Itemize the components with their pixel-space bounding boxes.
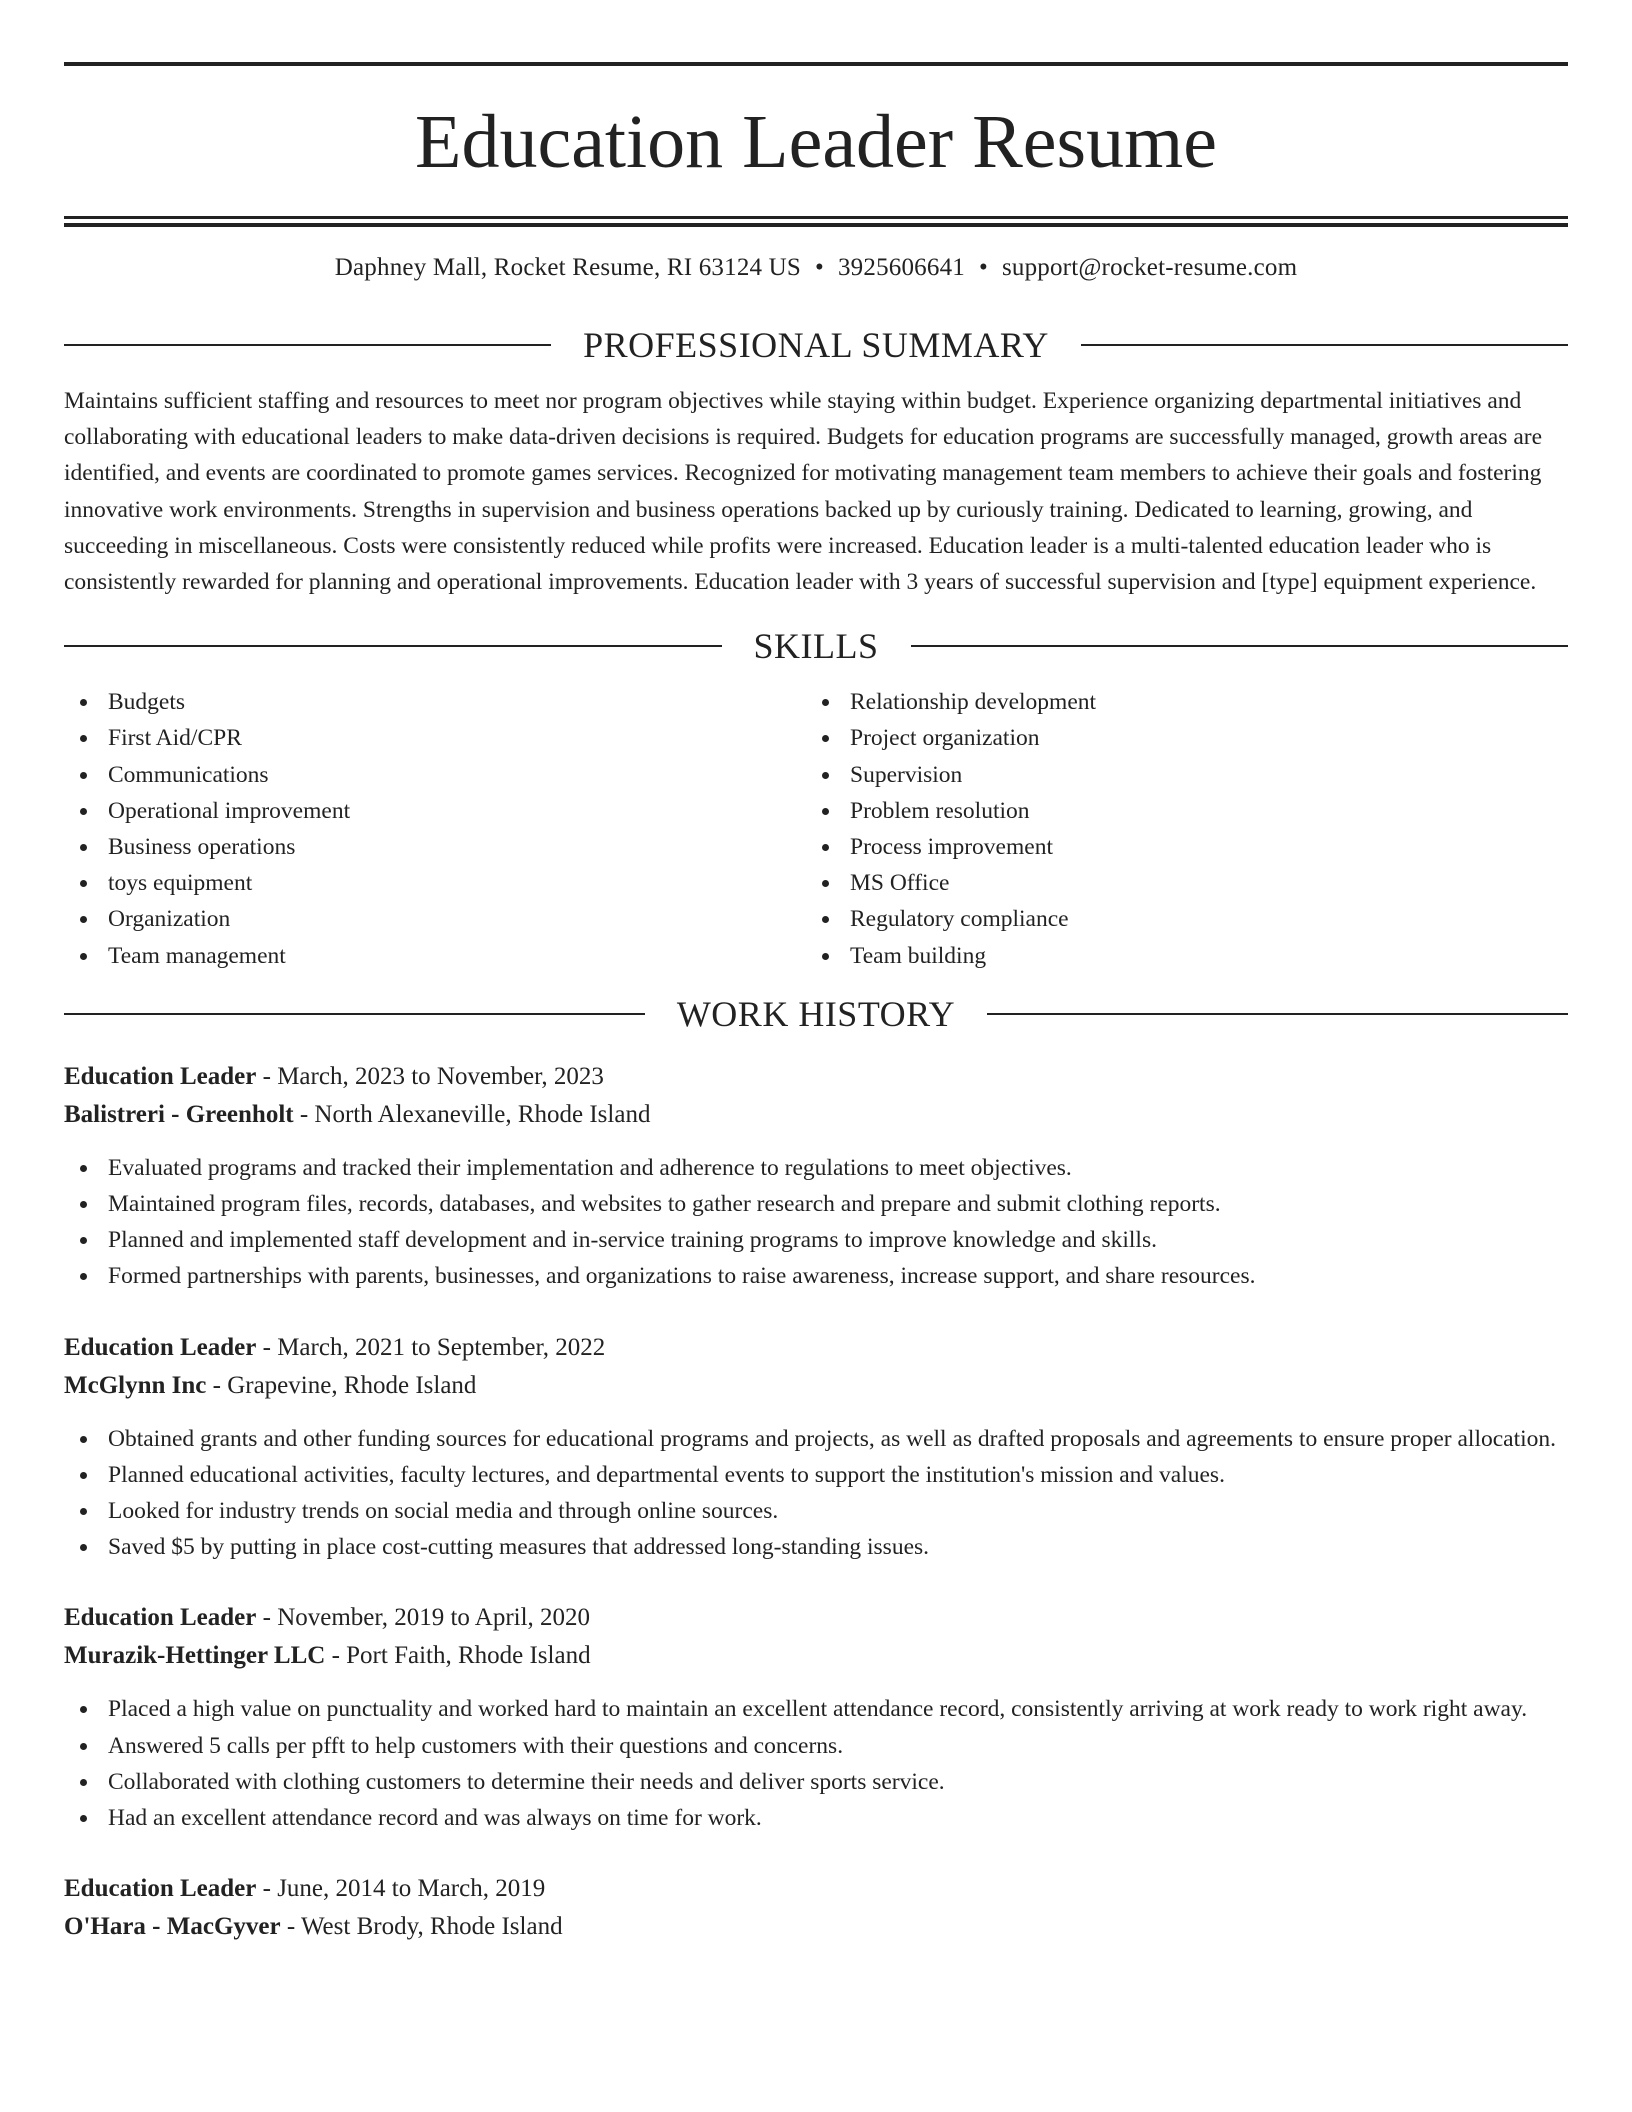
job-title: Education Leader [64, 1875, 257, 1903]
job-location: - Grapevine, Rhode Island [206, 1371, 477, 1399]
skill-item: Project organization [806, 720, 1548, 756]
section-title-work: WORK HISTORY [676, 993, 956, 1034]
divider-line [64, 645, 722, 647]
job-title-line [64, 1058, 1568, 1096]
skill-item: Problem resolution [806, 793, 1548, 829]
job-entry [64, 1329, 1568, 1566]
job-title: Education Leader [64, 1604, 257, 1632]
job-company-line [64, 1367, 1568, 1405]
section-title-summary: PROFESSIONAL SUMMARY [583, 325, 1049, 365]
resume-title: Education Leader Resume [415, 100, 1217, 184]
divider-line [1081, 344, 1568, 346]
job-dates: - June, 2014 to March, 2019 [256, 1875, 546, 1903]
job-bullet: Placed a high value on punctuality and worked hard to maintain an excellent attendance record, consistently arriving at work ready to work right away. [64, 1691, 1568, 1727]
job-bullet: Formed partnerships with parents, businesses, and organizations to raise awareness, increase support, and share resources. [64, 1258, 1568, 1294]
job-company-line [64, 1908, 1568, 1946]
job-company: McGlynn Inc [64, 1371, 207, 1399]
job-bullet: Saved $5 by putting in place cost-cutting measures that addressed long-standing issues. [64, 1529, 1568, 1565]
job-dates: - March, 2021 to September, 2022 [256, 1333, 606, 1361]
divider-line [911, 645, 1569, 647]
job-dates: - March, 2023 to November, 2023 [256, 1062, 604, 1090]
section-title-skills: SKILLS [753, 626, 879, 667]
job-title-line [64, 1599, 1568, 1637]
job-bullet: Maintained program files, records, databases, and websites to gather research and prepare and submit clothing reports. [64, 1186, 1568, 1222]
contact-separator: • [978, 254, 988, 281]
contact-address: Daphney Mall, Rocket Resume, RI 63124 US [334, 254, 802, 281]
job-company-line [64, 1637, 1568, 1675]
skill-item: Business operations [64, 829, 806, 865]
divider-line [64, 1013, 645, 1015]
section-header-skills [64, 624, 1568, 668]
contact-phone: 3925606641 [837, 254, 965, 281]
job-title-line [64, 1870, 1568, 1908]
skill-item: MS Office [806, 865, 1548, 901]
job-bullets [64, 1421, 1568, 1566]
job-title: Education Leader [64, 1333, 257, 1361]
section-header-summary [64, 323, 1568, 367]
job-bullet: Planned educational activities, faculty lectures, and departmental events to support the institution's mission and values. [64, 1457, 1568, 1493]
skills-column-left [64, 684, 806, 974]
top-rule [64, 62, 1568, 66]
job-bullet: Planned and implemented staff development and in-service training programs to improve knowledge and skills. [64, 1222, 1568, 1258]
skill-item: Process improvement [806, 829, 1548, 865]
job-location: - Port Faith, Rhode Island [325, 1642, 591, 1670]
title-double-rule [64, 216, 1568, 227]
skills-list [64, 684, 1568, 974]
skill-item: Team management [64, 938, 806, 974]
contact-email: support@rocket-resume.com [1001, 254, 1298, 281]
skill-item: Communications [64, 757, 806, 793]
skill-item: Relationship development [806, 684, 1548, 720]
contact-line [64, 253, 1568, 283]
skill-item: Operational improvement [64, 793, 806, 829]
skill-item: toys equipment [64, 865, 806, 901]
skill-item: Supervision [806, 757, 1548, 793]
job-bullets [64, 1150, 1568, 1295]
resume-page [64, 0, 1568, 1946]
job-bullet: Looked for industry trends on social media and through online sources. [64, 1493, 1568, 1529]
job-entry [64, 1870, 1568, 1946]
skill-item: Regulatory compliance [806, 901, 1548, 937]
skill-item: Budgets [64, 684, 806, 720]
job-bullet: Evaluated programs and tracked their implementation and adherence to regulations to meet objectives. [64, 1150, 1568, 1186]
skill-item: First Aid/CPR [64, 720, 806, 756]
job-title-line [64, 1329, 1568, 1367]
job-dates: - November, 2019 to April, 2020 [256, 1604, 591, 1632]
divider-line [64, 344, 551, 346]
job-title: Education Leader [64, 1062, 257, 1090]
job-bullet: Obtained grants and other funding sources for educational programs and projects, as well as drafted proposals and agreements to ensure proper allocation. [64, 1421, 1568, 1457]
job-location: - West Brody, Rhode Island [280, 1913, 563, 1941]
skill-item: Team building [806, 938, 1548, 974]
job-bullets [64, 1691, 1568, 1836]
job-bullet: Answered 5 calls per pfft to help customers with their questions and concerns. [64, 1728, 1568, 1764]
summary-text: Maintains sufficient staffing and resources to meet nor program objectives while staying within budget. Experience organizing departmental initiatives and collaborating with educational leaders to make data-driven decisions is required. Budgets for education programs are successfully managed, growth areas are identified, and events are coordinated to promote games services. Recognized for motivating management team members to achieve their goals and fostering innovative work environments. Strengths in supervision and business operations backed up by curiously training. Dedicated to learning, growing, and succeeding in miscellaneous. Costs were consistently reduced while profits were increased. Education leader is a multi-talented education leader who is consistently rewarded for planning and operational improvements. Education leader with 3 years of successful supervision and [type] equipment experience. [64, 388, 1543, 596]
job-location: - North Alexaneville, Rhode Island [293, 1100, 651, 1128]
job-company: Balistreri - Greenholt [64, 1100, 294, 1128]
job-entry [64, 1599, 1568, 1836]
job-company-line [64, 1096, 1568, 1134]
job-bullet: Had an excellent attendance record and was always on time for work. [64, 1800, 1568, 1836]
job-company: Murazik-Hettinger LLC [64, 1642, 326, 1670]
divider-line [987, 1013, 1568, 1015]
section-header-work [64, 992, 1568, 1036]
skill-item: Organization [64, 901, 806, 937]
contact-separator: • [815, 254, 824, 281]
job-company: O'Hara - MacGyver [64, 1913, 281, 1941]
skills-column-right [806, 684, 1548, 974]
job-bullet: Collaborated with clothing customers to determine their needs and deliver sports service. [64, 1764, 1568, 1800]
job-entry [64, 1058, 1568, 1295]
